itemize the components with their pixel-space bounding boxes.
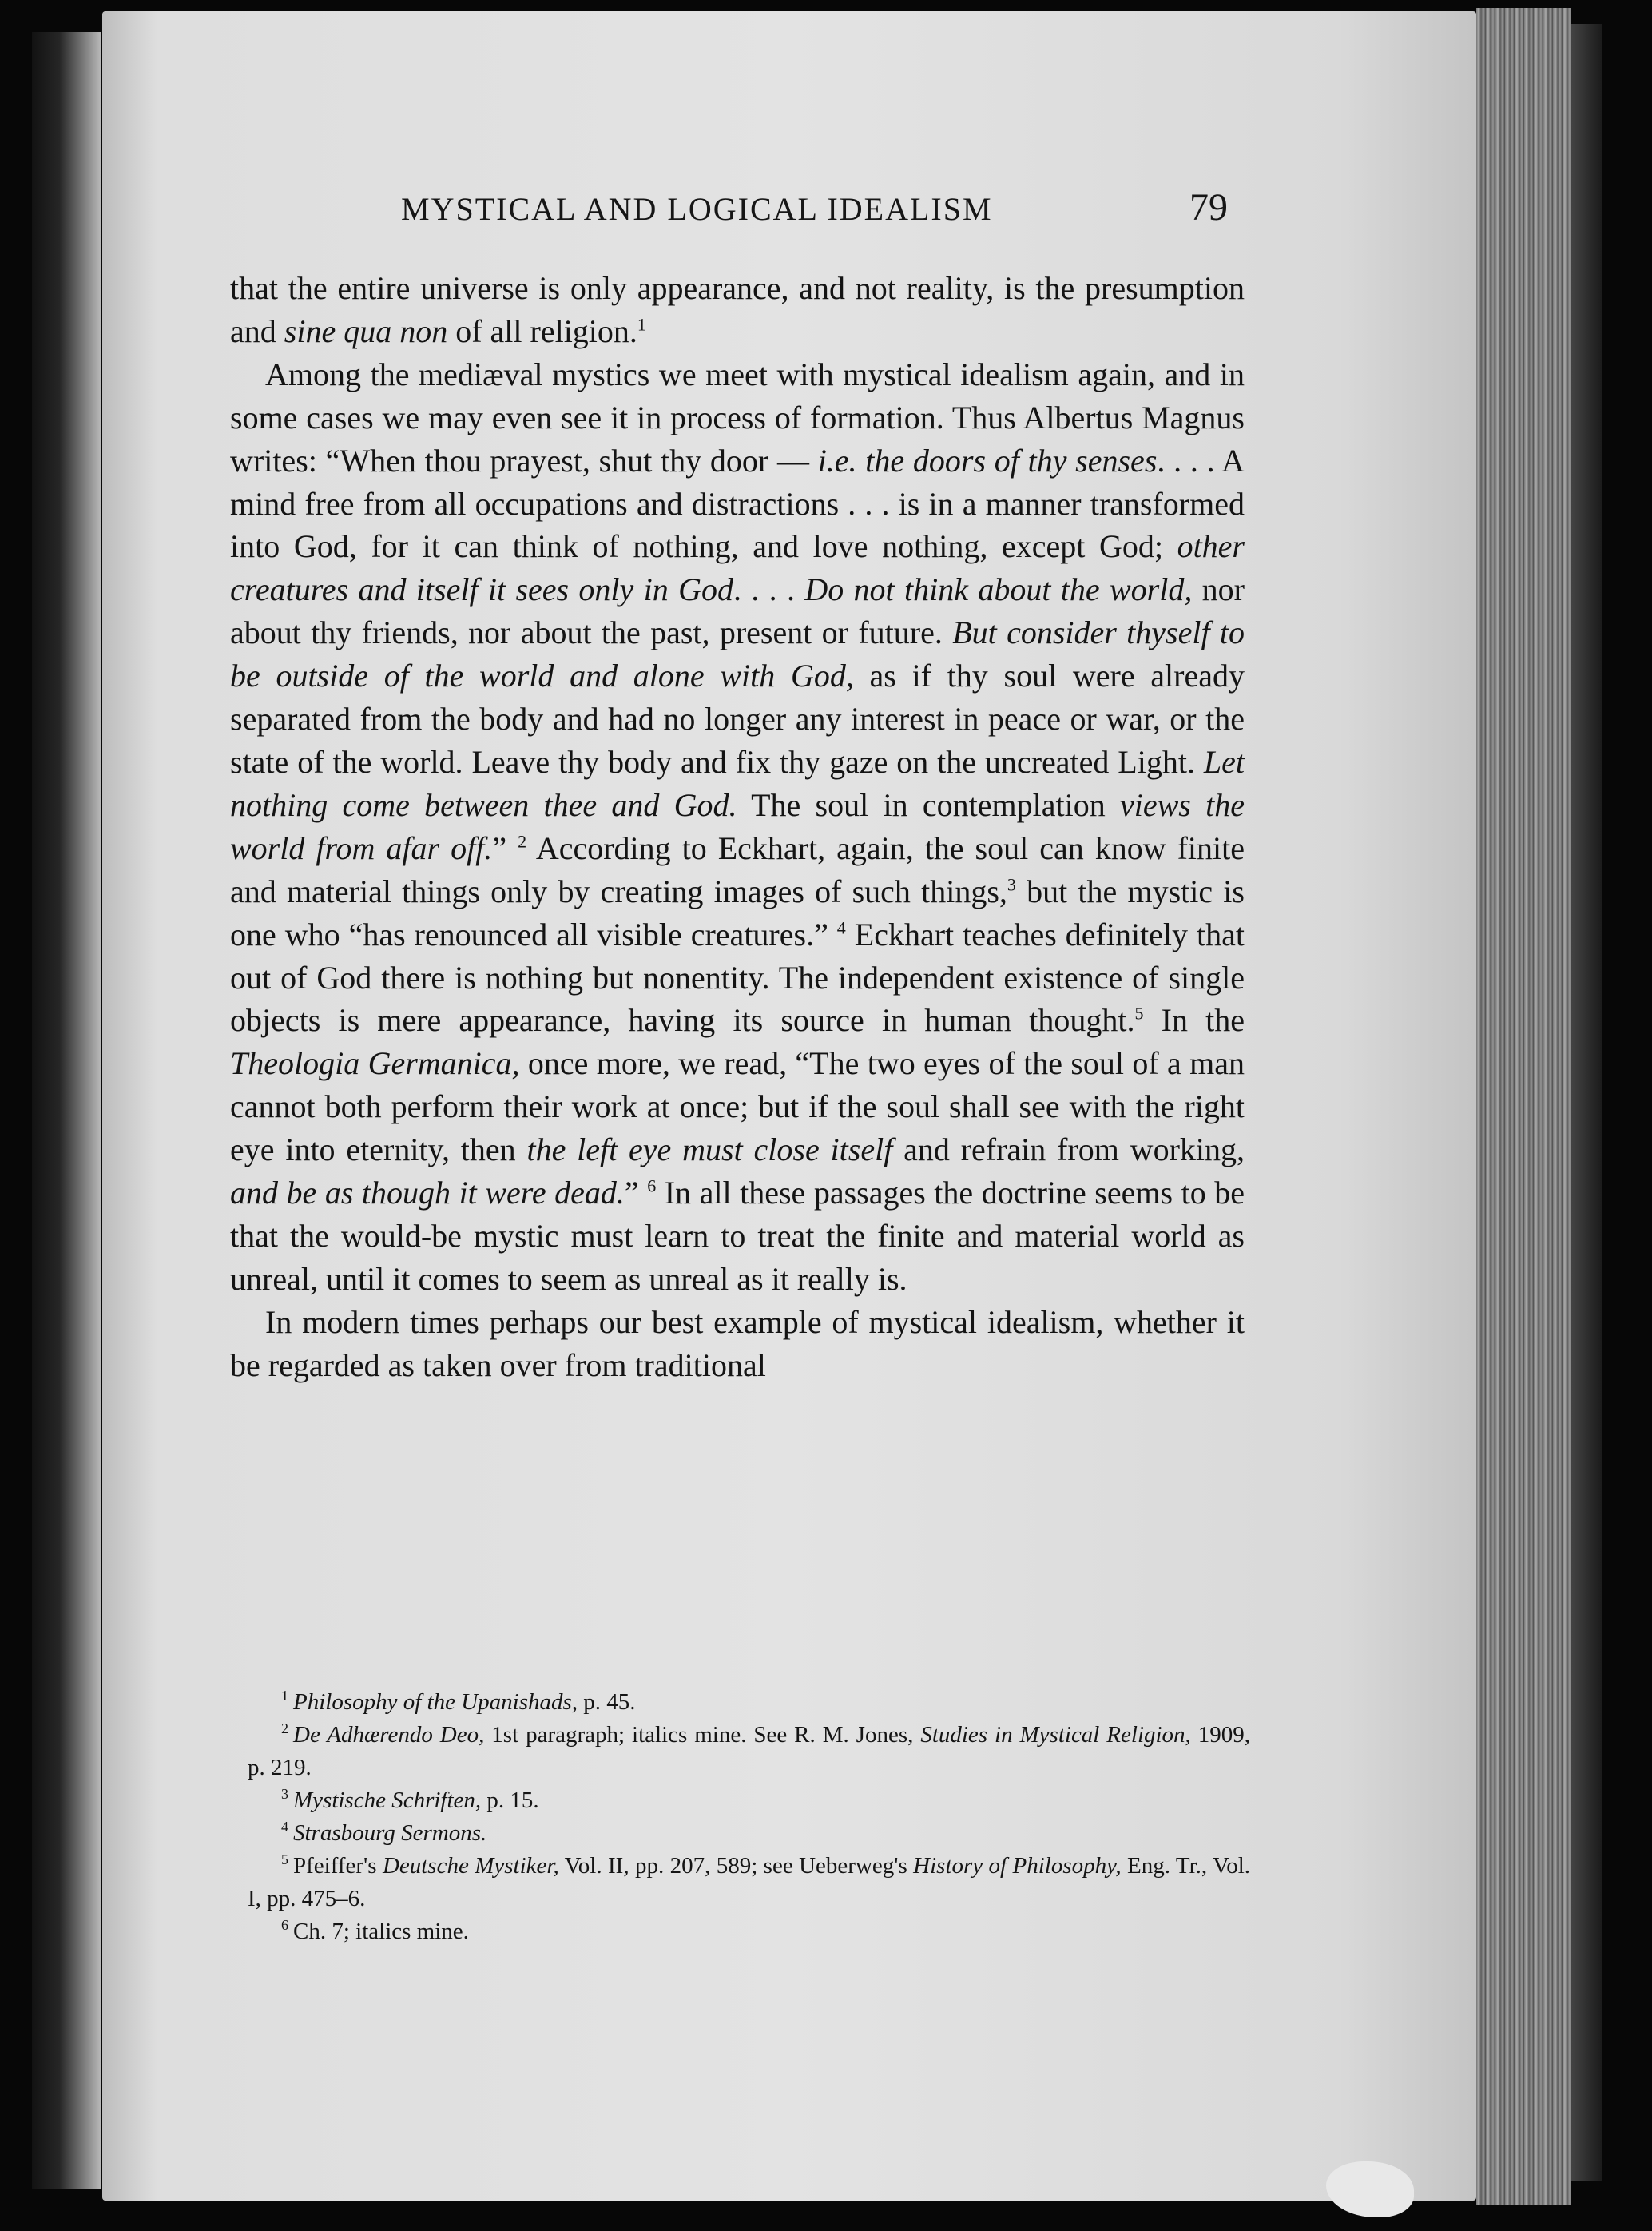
- text-run: Ch. 7; italics mine.: [293, 1919, 469, 1944]
- page-edges: [1476, 8, 1571, 2205]
- running-title: MYSTICAL AND LOGICAL IDEALISM: [401, 191, 993, 227]
- text-run: Pfeiffer's: [293, 1853, 383, 1879]
- paper-blemish: [1326, 2161, 1414, 2217]
- running-header: [401, 186, 1228, 235]
- italic-run: sine qua non: [284, 312, 448, 349]
- italic-run: Philosophy of the Upanishads,: [293, 1689, 578, 1715]
- italic-run: other creatures and itself it sees only in God: [230, 528, 1245, 608]
- italic-run: Strasbourg Sermons.: [293, 1820, 487, 1846]
- text-run: The soul in contemplation: [737, 786, 1120, 823]
- footnote-ref: 3: [1007, 874, 1016, 895]
- italic-run: History of Philosophy,: [913, 1853, 1122, 1879]
- footnote-number: 1: [281, 1688, 288, 1704]
- footnote-number: 2: [281, 1720, 288, 1737]
- footnote-number: 5: [281, 1851, 288, 1868]
- text-run: of all religion.: [447, 312, 637, 349]
- footnote-3: [248, 1784, 1250, 1817]
- italic-run: Theologia Germanica,: [230, 1045, 520, 1082]
- book-spine-shadow: [32, 32, 101, 2189]
- paragraph-1: [230, 267, 1245, 353]
- italic-run: and be as though it were dead.: [230, 1175, 625, 1211]
- italic-run: But consider thyself to be outside of the world and alone with God,: [230, 614, 1245, 694]
- text-run: p. 15.: [481, 1788, 539, 1813]
- text-run: that the entire universe is only appearance, and not reality, is the presumption and: [230, 270, 1245, 349]
- text-run: Eng. Tr., Vol. I, pp. 475–6.: [248, 1853, 1251, 1911]
- footnote-number: 4: [281, 1819, 288, 1835]
- italic-run: Studies in Mystical Religion,: [920, 1722, 1191, 1748]
- italic-run: De Adhærendo Deo,: [293, 1722, 485, 1748]
- text-run: In the: [1143, 1002, 1245, 1039]
- paragraph-3: [230, 1301, 1245, 1387]
- text-run: ”: [624, 1175, 648, 1211]
- italic-run: i.e. the doors of thy senses: [817, 442, 1158, 479]
- text-run: 1909, p. 219.: [248, 1722, 1250, 1780]
- page-number: 79: [1189, 186, 1228, 229]
- footnotes: [248, 1686, 1250, 1948]
- footnote-ref: 4: [836, 917, 846, 938]
- footnote-number: 3: [281, 1786, 288, 1803]
- italic-run: Deutsche Mystiker,: [382, 1853, 559, 1879]
- footnote-2: [248, 1719, 1250, 1784]
- text-run: . . . . A mind free from all occupations and distractions . . . is in a manner transformed into God, for it can think of nothing, and love nothing, except God;: [230, 442, 1245, 565]
- italic-run: Let nothing come between thee and God.: [230, 743, 1245, 823]
- footnote-ref: 2: [518, 831, 527, 852]
- text-run: and refrain from working,: [892, 1131, 1245, 1168]
- text-run: In all these passages the doctrine seems to be that the would-be mystic must learn to treat the finite and material world as unreal, until it comes to seem as unreal as it really is.: [230, 1175, 1245, 1297]
- text-run: p. 45.: [578, 1689, 636, 1715]
- footnote-6: [248, 1915, 1250, 1948]
- footnote-number: 6: [281, 1917, 288, 1934]
- footnote-ref: 1: [637, 314, 646, 335]
- text-run: 1st paragraph; italics mine. See R. M. Jones,: [484, 1722, 921, 1748]
- footnote-4: [248, 1817, 1250, 1850]
- text-run: nor about thy friends, nor about the past, present or future.: [230, 571, 1245, 651]
- text-run: Among the mediæval mystics we meet with mystical idealism again, and in some cases we may even see it in process of formation. Thus Albertus Magnus writes: “When thou prayest, shut thy door —: [230, 356, 1245, 479]
- text-run: . . . .: [733, 571, 805, 608]
- footnote-1: [248, 1686, 1250, 1719]
- italic-run: Do not think about the world,: [804, 571, 1193, 608]
- paragraph-2: [230, 353, 1245, 1301]
- italic-run: the left eye must close itself: [526, 1131, 893, 1168]
- footnote-ref: 6: [647, 1175, 657, 1196]
- book-cover-edge: [1571, 24, 1602, 2181]
- italic-run: views the world from afar off.: [230, 786, 1245, 866]
- italic-run: Mystische Schriften,: [293, 1788, 482, 1813]
- body-text: [230, 267, 1245, 1387]
- text-run: In modern times perhaps our best example of mystical idealism, whether it be regarded as taken over from traditional: [230, 1303, 1245, 1383]
- text-run: once more, we read, “The two eyes of the soul of a man cannot both perform their work at once; but if the soul shall see with the right eye into eternity, then: [230, 1045, 1245, 1168]
- footnote-ref: 5: [1134, 1004, 1144, 1024]
- text-run: as if thy soul were already separated from the body and had no longer any interest in peace or war, or the state of the world. Leave thy body and fix thy gaze on the uncreated Light.: [230, 658, 1245, 780]
- text-run: Eckhart teaches definitely that out of God there is nothing but nonentity. The independent existence of single objects is mere appearance, having its source in human thought.: [230, 916, 1245, 1039]
- text-run: but the mystic is one who “has renounced all visible creatures.”: [230, 873, 1245, 952]
- text-run: ”: [492, 829, 518, 866]
- text-run: According to Eckhart, again, the soul can know finite and material things only by creating images of such things,: [230, 829, 1245, 909]
- text-run: Vol. II, pp. 207, 589; see Ueberweg's: [558, 1853, 914, 1879]
- footnote-5: [248, 1850, 1250, 1915]
